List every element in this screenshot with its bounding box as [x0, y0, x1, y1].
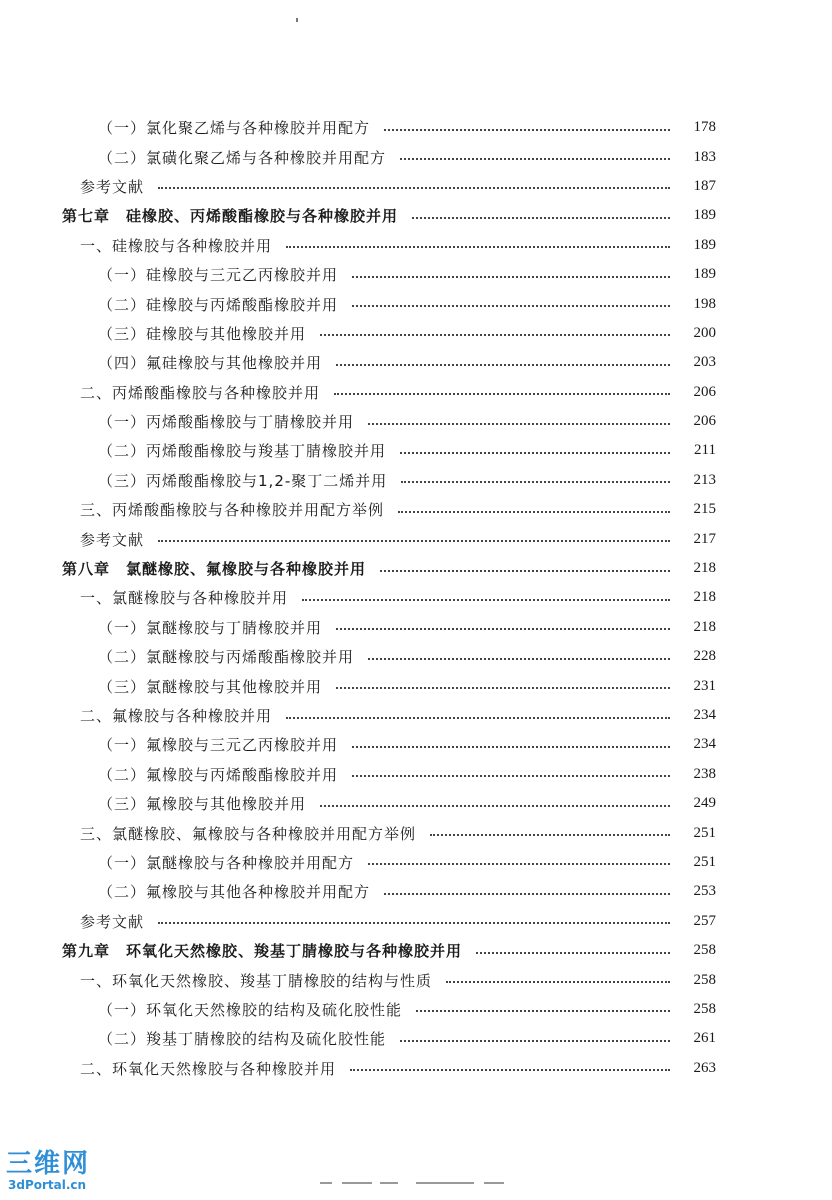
toc-dot-leader — [158, 540, 670, 542]
toc-dot-leader — [476, 952, 670, 954]
toc-entry-title: （二）丙烯酸酯橡胶与羧基丁腈橡胶并用 — [98, 442, 387, 461]
watermark-main-text: 三维网 — [6, 1149, 91, 1179]
toc-entry-title: 第九章 环氧化天然橡胶、羧基丁腈橡胶与各种橡胶并用 — [62, 942, 463, 961]
toc-entry — [0, 848, 832, 877]
toc-entry-title: （二）氟橡胶与其他各种橡胶并用配方 — [98, 883, 371, 902]
toc-entry-title: 一、氯醚橡胶与各种橡胶并用 — [80, 589, 289, 608]
toc-entry-title: （三）氟橡胶与其他橡胶并用 — [98, 795, 307, 814]
toc-entry-title: 参考文献 — [80, 177, 145, 196]
toc-entry-title: 二、氟橡胶与各种橡胶并用 — [80, 707, 273, 725]
toc-entry — [0, 877, 832, 906]
toc-entry-title: 二、丙烯酸酯橡胶与各种橡胶并用 — [80, 383, 321, 402]
toc-entry-page-number: 238 — [693, 765, 716, 782]
toc-entry-title: （二）羧基丁腈橡胶的结构及硫化胶性能 — [98, 1030, 387, 1049]
toc-entry — [0, 524, 832, 553]
toc-entry — [0, 730, 832, 759]
toc-entry-page-number: 218 — [693, 560, 716, 577]
toc-dot-leader — [400, 1040, 670, 1042]
toc-entry-title: 三、丙烯酸酯橡胶与各种橡胶并用配方举例 — [80, 501, 385, 520]
toc-entry — [0, 936, 832, 965]
toc-entry — [0, 348, 832, 377]
toc-entry-page-number: 183 — [693, 148, 716, 165]
toc-entry-page-number: 257 — [693, 912, 716, 929]
toc-entry-page-number: 211 — [694, 442, 716, 459]
toc-dot-leader — [320, 805, 670, 807]
scan-marks-bottom — [320, 1182, 520, 1186]
toc-entry-page-number: 263 — [693, 1059, 716, 1076]
toc-entry-page-number: 251 — [693, 853, 716, 870]
toc-dot-leader — [286, 246, 670, 248]
watermark-sub-text: 3dPortal.cn — [8, 1178, 87, 1192]
toc-dot-leader — [368, 863, 670, 865]
toc-entry — [0, 113, 832, 142]
site-watermark-logo — [6, 1150, 106, 1194]
toc-entry-title: （一）环氧化天然橡胶的结构及硫化胶性能 — [98, 1000, 403, 1019]
toc-entry-page-number: 206 — [693, 383, 716, 400]
toc-entry — [0, 701, 832, 730]
toc-entry-page-number: 189 — [693, 236, 716, 253]
toc-dot-leader — [412, 217, 670, 219]
toc-dot-leader — [158, 922, 670, 924]
toc-dot-leader — [336, 364, 670, 366]
toc-dot-leader — [158, 187, 670, 189]
toc-entry-page-number: 203 — [693, 354, 716, 371]
toc-entry-page-number: 189 — [693, 207, 716, 224]
toc-entry — [0, 436, 832, 465]
toc-entry — [0, 995, 832, 1024]
toc-dot-leader — [320, 334, 670, 336]
toc-dot-leader — [398, 511, 670, 513]
toc-entry-title: （二）硅橡胶与丙烯酸酯橡胶并用 — [98, 295, 339, 314]
toc-dot-leader — [352, 746, 670, 748]
toc-dot-leader — [400, 158, 670, 160]
toc-dot-leader — [416, 1010, 670, 1012]
toc-entry-page-number: 258 — [693, 971, 716, 988]
toc-entry-title: （四）氟硅橡胶与其他橡胶并用 — [98, 354, 323, 373]
toc-entry-title: （一）氯醚橡胶与丁腈橡胶并用 — [98, 618, 323, 637]
toc-entry-title: （一）硅橡胶与三元乙丙橡胶并用 — [98, 266, 339, 285]
toc-entry-page-number: 258 — [693, 942, 716, 959]
toc-entry-page-number: 213 — [693, 471, 716, 488]
toc-entry-page-number: 206 — [693, 413, 716, 430]
toc-entry-title: （一）丙烯酸酯橡胶与丁腈橡胶并用 — [98, 413, 355, 432]
toc-entry — [0, 818, 832, 847]
toc-entry-title: （三）硅橡胶与其他橡胶并用 — [98, 324, 307, 343]
toc-entry — [0, 583, 832, 612]
toc-entry — [0, 760, 832, 789]
toc-entry — [0, 466, 832, 495]
table-of-contents — [0, 113, 832, 1083]
toc-dot-leader — [302, 599, 670, 601]
toc-entry — [0, 172, 832, 201]
toc-entry-page-number: 228 — [693, 648, 716, 665]
toc-entry — [0, 642, 832, 671]
toc-entry — [0, 260, 832, 289]
toc-entry-page-number: 218 — [693, 618, 716, 635]
toc-entry-title: （二）氟橡胶与丙烯酸酯橡胶并用 — [98, 765, 339, 784]
scan-mark — [296, 18, 298, 22]
toc-entry-page-number: 178 — [693, 119, 716, 136]
toc-entry-title: 第八章 氯醚橡胶、氟橡胶与各种橡胶并用 — [62, 560, 367, 579]
toc-entry-page-number: 189 — [693, 266, 716, 283]
toc-entry — [0, 407, 832, 436]
toc-entry-page-number: 215 — [693, 501, 716, 518]
toc-entry-page-number: 258 — [693, 1000, 716, 1017]
toc-entry — [0, 142, 832, 171]
toc-entry-page-number: 231 — [693, 677, 716, 694]
toc-dot-leader — [430, 834, 670, 836]
toc-entry — [0, 378, 832, 407]
toc-entry-title: 一、硅橡胶与各种橡胶并用 — [80, 236, 273, 255]
toc-entry — [0, 554, 832, 583]
toc-entry-title: 三、氯醚橡胶、氟橡胶与各种橡胶并用配方举例 — [80, 824, 417, 843]
toc-entry-page-number: 234 — [693, 707, 716, 723]
toc-entry-page-number: 187 — [693, 177, 716, 194]
toc-entry — [0, 231, 832, 260]
toc-dot-leader — [384, 893, 670, 895]
toc-dot-leader — [368, 658, 670, 660]
toc-entry — [0, 1024, 832, 1053]
toc-entry-title: （一）氯化聚乙烯与各种橡胶并用配方 — [98, 119, 371, 138]
toc-dot-leader — [380, 570, 670, 572]
toc-entry-page-number: 234 — [693, 736, 716, 753]
toc-entry-page-number: 249 — [693, 795, 716, 812]
toc-entry — [0, 965, 832, 994]
toc-dot-leader — [384, 129, 670, 131]
toc-entry — [0, 319, 832, 348]
toc-entry — [0, 289, 832, 318]
toc-entry-title: （一）氯醚橡胶与各种橡胶并用配方 — [98, 853, 355, 872]
toc-dot-leader — [352, 276, 670, 278]
toc-dot-leader — [336, 687, 670, 689]
toc-entry-page-number: 253 — [693, 883, 716, 900]
toc-dot-leader — [350, 1069, 670, 1071]
toc-dot-leader — [446, 981, 670, 983]
toc-dot-leader — [352, 775, 670, 777]
toc-entry-page-number: 261 — [693, 1030, 716, 1047]
toc-entry-title: （一）氟橡胶与三元乙丙橡胶并用 — [98, 736, 339, 755]
toc-entry-title: 参考文献 — [80, 912, 145, 931]
toc-entry-title: （三）丙烯酸酯橡胶与1,2-聚丁二烯并用 — [98, 471, 388, 490]
toc-entry — [0, 1054, 832, 1083]
toc-entry-title: 参考文献 — [80, 530, 145, 549]
toc-dot-leader — [400, 452, 670, 454]
toc-entry-title: 一、环氧化天然橡胶、羧基丁腈橡胶的结构与性质 — [80, 971, 433, 990]
toc-entry-page-number: 217 — [693, 530, 716, 547]
toc-entry — [0, 613, 832, 642]
toc-entry-title: 二、环氧化天然橡胶与各种橡胶并用 — [80, 1059, 337, 1078]
toc-entry — [0, 789, 832, 818]
toc-dot-leader — [401, 481, 670, 483]
toc-entry-title: （二）氯醚橡胶与丙烯酸酯橡胶并用 — [98, 648, 355, 667]
toc-dot-leader — [352, 305, 670, 307]
toc-entry-page-number: 251 — [693, 824, 716, 841]
toc-entry-page-number: 218 — [693, 589, 716, 606]
toc-entry-page-number: 198 — [693, 295, 716, 312]
toc-entry — [0, 671, 832, 700]
toc-entry — [0, 495, 832, 524]
toc-dot-leader — [334, 393, 670, 395]
toc-entry — [0, 907, 832, 936]
toc-dot-leader — [368, 423, 670, 425]
toc-entry-page-number: 200 — [693, 324, 716, 341]
toc-entry-title: 第七章 硅橡胶、丙烯酸酯橡胶与各种橡胶并用 — [62, 207, 399, 226]
toc-entry-title: （二）氯磺化聚乙烯与各种橡胶并用配方 — [98, 148, 387, 167]
toc-dot-leader — [336, 628, 670, 630]
toc-entry-title: （三）氯醚橡胶与其他橡胶并用 — [98, 677, 323, 696]
toc-entry — [0, 201, 832, 230]
toc-dot-leader — [286, 717, 670, 719]
